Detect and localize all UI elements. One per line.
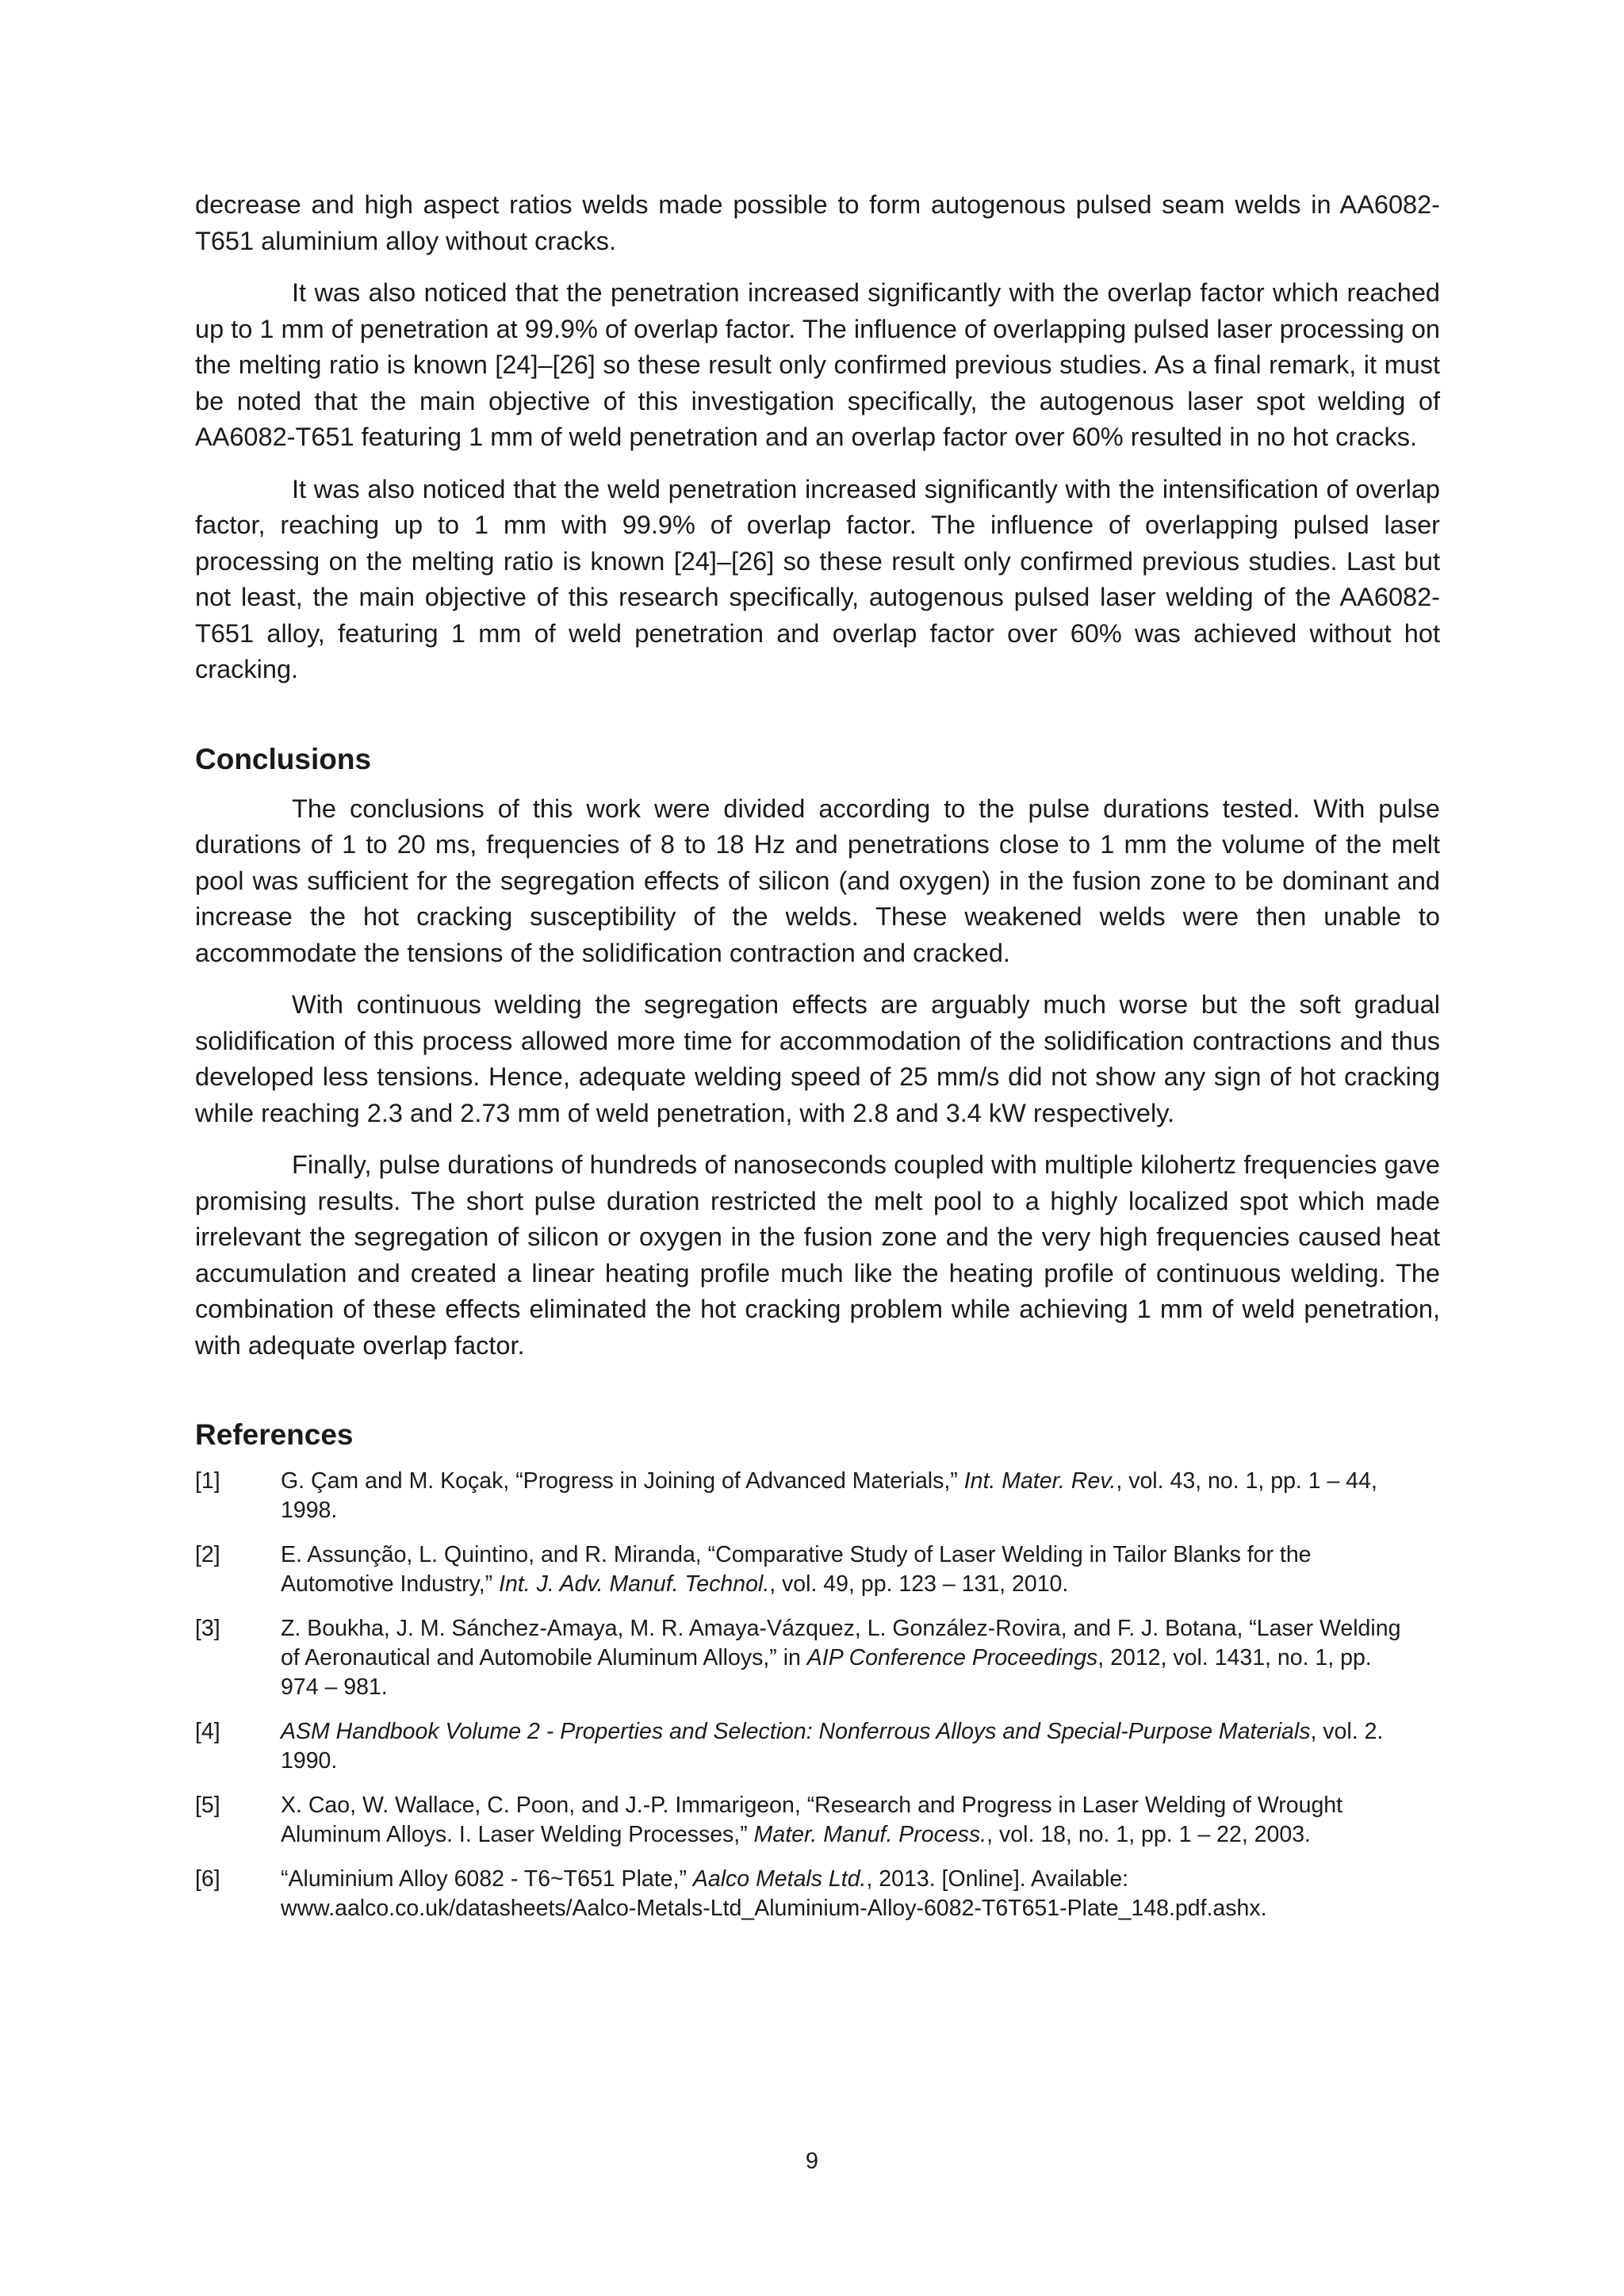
reference-number: [1] [195, 1468, 220, 1494]
reference-text-part: , vol. 2. 1990. [281, 1719, 1384, 1774]
reference-text [281, 1717, 1440, 1776]
reference-number: [6] [195, 1866, 220, 1892]
reference-number: [2] [195, 1542, 220, 1567]
reference-text [281, 1791, 1440, 1850]
body-paragraph: It was also noticed that the weld penetration increased significantly with the intensification of overlap factor, reaching up to 1 mm with 99.9% of overlap factor. The influence of overlapping pulsed laser processing on the melting ratio is known [24]–[26] so these result only confirmed previous studies. Last but not least, the main objective of this research specifically, autogenous pulsed laser welding of the AA6082-T651 alloy, featuring 1 mm of weld penetration and overlap factor over 60% was achieved without hot cracking. [195, 474, 1440, 683]
reference-text [281, 1540, 1440, 1599]
references-heading: References [195, 1418, 354, 1451]
reference-text-part: G. Çam and M. Koçak, “Progress in Joining of Advanced Materials,” [281, 1468, 964, 1494]
reference-item [195, 1614, 1440, 1702]
reference-text-part: , 2012, vol. 1431, no. 1, pp. 974 – 981. [281, 1645, 1372, 1700]
conclusions-paragraph: With continuous welding the segregation effects are arguably much worse but the soft gradual solidification of this process allowed more time for accommodation of the solidification contractions and thus developed less tensions. Hence, adequate welding speed of 25 mm/s did not show any sign of hot cracking while reaching 2.3 and 2.73 mm of weld penetration, with 2.8 and 3.4 kW respectively. [195, 990, 1440, 1127]
reference-text-part: , vol. 49, pp. 123 – 131, 2010. [769, 1571, 1069, 1597]
reference-text-part: , 2013. [Online]. Available: www.aalco.co.uk/datasheets/Aalco-Metals-Ltd_Aluminium-Alloy-6082-T6T651-Plate_148.pdf.ashx. [281, 1866, 1267, 1921]
reference-number: [5] [195, 1793, 220, 1818]
page-number: 9 [805, 2149, 819, 2174]
reference-item [195, 1717, 1440, 1776]
reference-source: Aalco Metals Ltd. [692, 1866, 867, 1892]
reference-text [281, 1865, 1440, 1923]
reference-source: Int. Mater. Rev. [963, 1468, 1116, 1494]
page-content [195, 187, 1440, 1938]
reference-text-part: Z. Boukha, J. M. Sánchez-Amaya, M. R. Amaya-Vázquez, L. González-Rovira, and F. J. Botana, “Laser Welding of Aeronautical and Automobile Aluminum Alloys,” in [281, 1616, 1401, 1670]
body-paragraph: It was also noticed that the penetration increased significantly with the overlap factor which reached up to 1 mm of penetration at 99.9% of overlap factor. The influence of overlapping pulsed laser processing on the melting ratio is known [24]–[26] so these result only confirmed previous studies. As a final remark, it must be noted that the main objective of this investigation specifically, the autogenous laser spot welding of AA6082-T651 featuring 1 mm of weld penetration and an overlap factor over 60% resulted in no hot cracks. [195, 278, 1440, 451]
reference-item [195, 1540, 1440, 1599]
reference-text-part: , vol. 43, no. 1, pp. 1 – 44, 1998. [281, 1468, 1377, 1523]
body-paragraph: decrease and high aspect ratios welds made possible to form autogenous pulsed seam welds in AA6082-T651 aluminium alloy without cracks. [195, 190, 1440, 255]
reference-item [195, 1791, 1440, 1850]
reference-item [195, 1467, 1440, 1525]
conclusions-paragraph: The conclusions of this work were divided according to the pulse durations tested. With pulse durations of 1 to 20 ms, frequencies of 8 to 18 Hz and penetrations close to 1 mm the volume of the melt pool was sufficient for the segregation effects of silicon (and oxygen) in the fusion zone to be dominant and increase the hot cracking susceptibility of the welds. These weakened welds were then unable to accommodate the tensions of the solidification contraction and cracked. [195, 794, 1440, 967]
reference-text-part: “Aluminium Alloy 6082 - T6~T651 Plate,” [281, 1866, 693, 1892]
conclusions-paragraph: Finally, pulse durations of hundreds of nanoseconds coupled with multiple kilohertz frequencies gave promising results. The short pulse duration restricted the melt pool to a highly localized spot which made irrelevant the segregation of silicon or oxygen in the fusion zone and the very high frequencies caused heat accumulation and created a linear heating profile much like the heating profile of continuous welding. The combination of these effects eliminated the hot cracking problem while achieving 1 mm of weld penetration, with adequate overlap factor. [195, 1150, 1440, 1360]
reference-text [281, 1614, 1440, 1702]
reference-list [195, 1467, 1440, 1923]
reference-source: AIP Conference Proceedings [806, 1645, 1098, 1670]
conclusions-heading: Conclusions [195, 742, 372, 775]
reference-text-part: E. Assunção, L. Quintino, and R. Miranda, “Comparative Study of Laser Welding in Tailor Blanks for the Automotive Industry,” [281, 1542, 1312, 1597]
reference-text-part: , vol. 18, no. 1, pp. 1 – 22, 2003. [986, 1822, 1311, 1847]
reference-source: ASM Handbook Volume 2 - Properties and Selection: Nonferrous Alloys and Special-Purpose Materials [281, 1719, 1311, 1744]
reference-source: Mater. Manuf. Process. [753, 1822, 987, 1847]
reference-source: Int. J. Adv. Manuf. Technol. [499, 1571, 770, 1597]
reference-number: [3] [195, 1616, 220, 1641]
reference-number: [4] [195, 1719, 220, 1744]
reference-text-part: X. Cao, W. Wallace, C. Poon, and J.-P. Immarigeon, “Research and Progress in Laser Welding of Wrought Aluminum Alloys. I. Laser Welding Processes,” [281, 1793, 1343, 1847]
reference-item [195, 1865, 1440, 1923]
reference-text [281, 1467, 1440, 1525]
